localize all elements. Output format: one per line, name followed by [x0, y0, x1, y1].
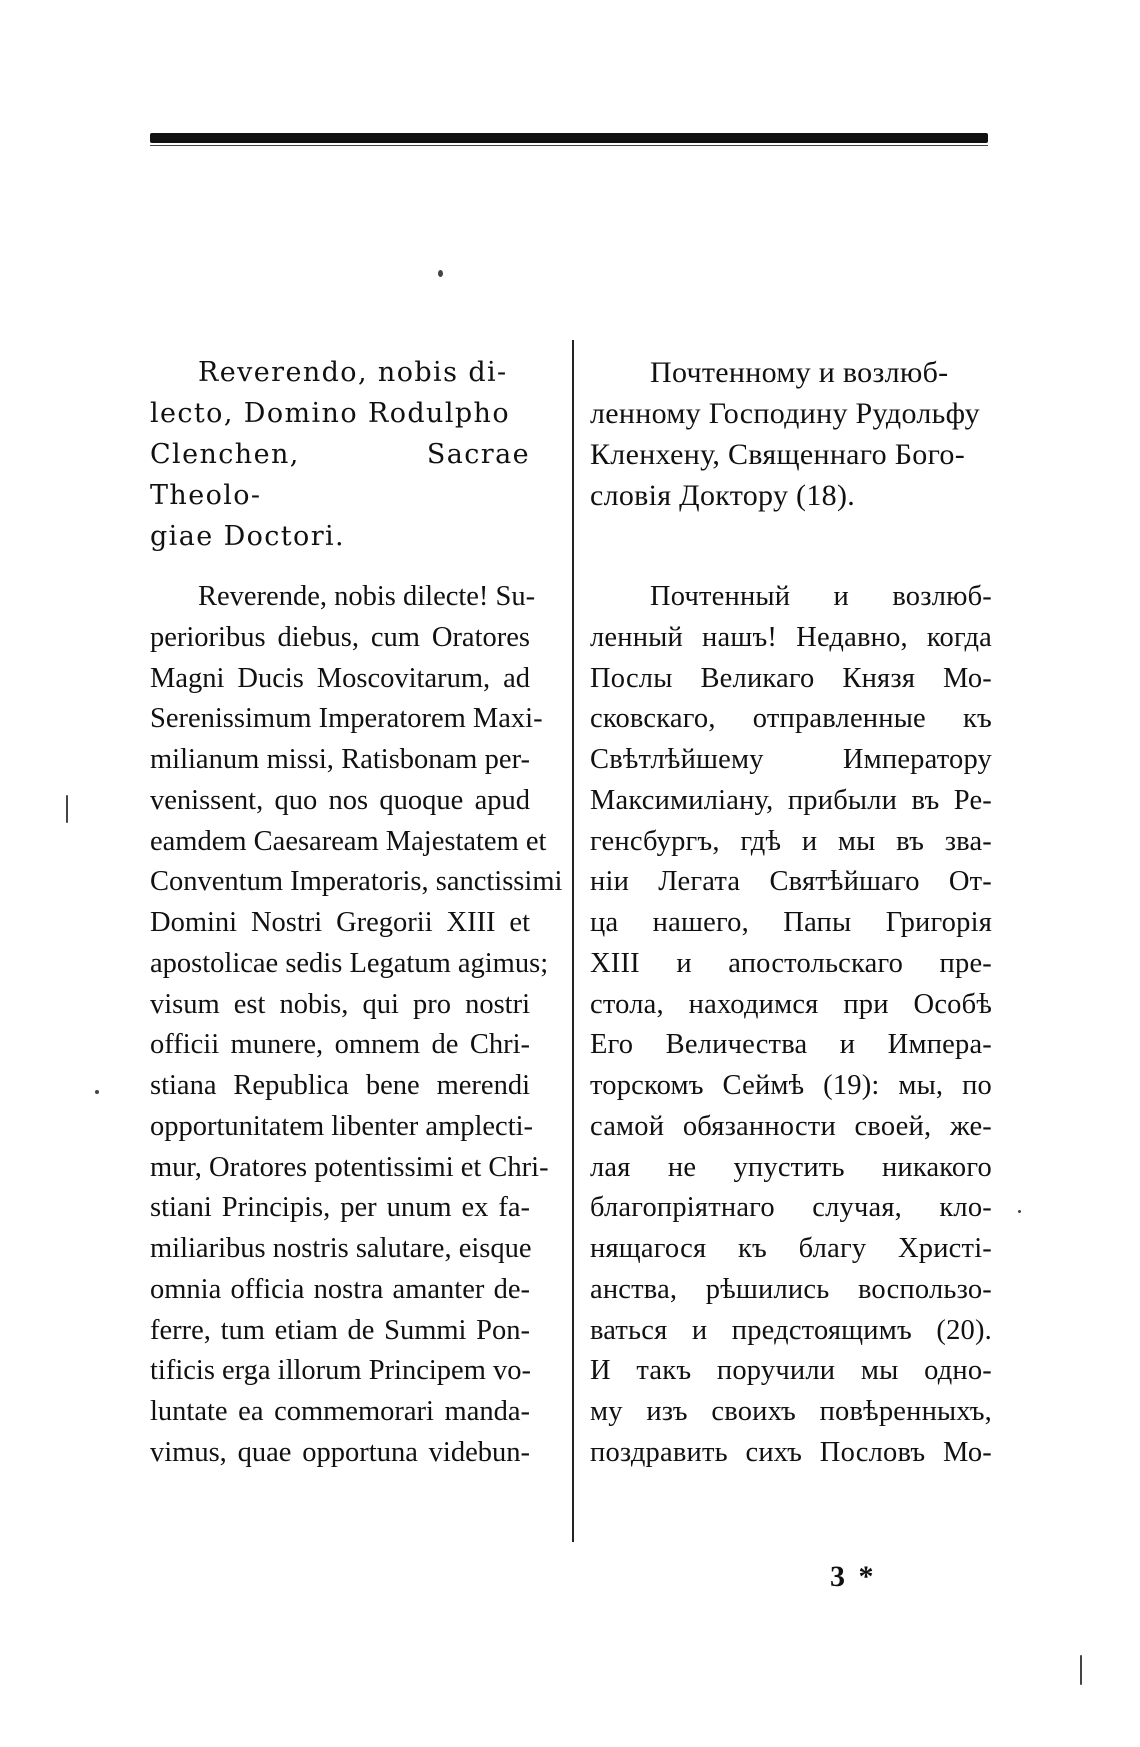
header-rule	[150, 133, 988, 143]
text-line: ленный нашъ! Недавно, когда	[590, 621, 992, 653]
text-line: лая не упустить никакого	[590, 1151, 992, 1183]
text-line: visum est nobis, qui pro nostri	[150, 988, 530, 1020]
heading-line: Clenchen, Sacrae Theolo-	[150, 439, 530, 511]
text-line: генсбургъ, гдѣ и мы въ зва-	[590, 825, 992, 857]
column-divider	[572, 340, 574, 1542]
text-line: И такъ поручили мы одно-	[590, 1355, 992, 1387]
text-line: eamdem Caesaream Majestatem et	[150, 825, 547, 857]
text-line: анства, рѣшились воспользо-	[590, 1273, 992, 1305]
text-line: Reverende, nobis dilecte! Su-	[198, 581, 536, 612]
text-line: mur, Oratores potentissimi et Chri-	[150, 1151, 549, 1183]
text-line: miliaribus nostris salutare, eisque	[150, 1233, 532, 1264]
text-line: Serenissimum Imperatorem Maxi-	[150, 703, 543, 735]
heading-line: Reverendo, nobis di-	[198, 357, 508, 388]
text-line: сковскаго, отправленные къ	[590, 703, 992, 735]
text-line: ніи Легата Святѣйшаго От-	[590, 866, 992, 898]
ink-speck	[1018, 1210, 1021, 1213]
text-line: поздравить сихъ Пословъ Мо-	[590, 1436, 992, 1468]
heading-line: Почтенному и возлюб-	[650, 356, 949, 389]
signature-mark: 3 *	[830, 1560, 877, 1593]
heading-line: giae Doctori.	[150, 521, 346, 552]
text-line: XIII и апостольскаго пре-	[590, 947, 992, 979]
text-line: ferre, tum etiam de Summi Pon-	[150, 1314, 530, 1346]
text-line: Domini Nostri Gregorii XIII et	[150, 907, 530, 938]
text-line: vimus, quae opportuna videbun-	[150, 1436, 530, 1468]
russian-heading	[590, 352, 992, 516]
text-line: officii munere, omnem de Chri-	[150, 1029, 530, 1061]
text-line: Максимиліану, прибыли въ Ре-	[590, 784, 992, 816]
text-line: Magni Ducis Moscovitarum, ad	[150, 662, 530, 694]
text-line: Свѣтлѣйшему Императору	[590, 744, 992, 775]
latin-column	[150, 352, 563, 1468]
ink-speck	[66, 795, 68, 823]
text-line: торскомъ Сеймѣ (19): мы, по	[590, 1070, 992, 1101]
russian-column	[590, 352, 992, 1468]
text-line: Почтенный и возлюб-	[650, 581, 992, 612]
text-line: omnia officia nostra amanter de-	[150, 1273, 530, 1305]
text-line: tificis erga illorum Principem vo-	[150, 1355, 531, 1387]
text-line: Conventum Imperatoris, sanctissimi	[150, 866, 563, 898]
ink-speck	[1080, 1655, 1082, 1685]
text-line: stiani Principis, per unum ex fa-	[150, 1192, 530, 1224]
text-line: му изъ своихъ повѣренныхъ,	[590, 1396, 992, 1427]
heading-line: словія Доктору (18).	[590, 479, 856, 512]
ink-speck	[438, 270, 443, 277]
text-line: stiana Republica bene merendi	[150, 1070, 530, 1101]
text-line: ца нашего, Папы Григорія	[590, 907, 992, 938]
text-line: Послы Великаго Князя Мо-	[590, 662, 992, 694]
text-line: Его Величества и Импера-	[590, 1029, 992, 1061]
latin-body	[150, 577, 563, 1474]
text-line: нящагося къ благу Христі-	[590, 1233, 992, 1264]
text-line: perioribus diebus, cum Oratores	[150, 621, 530, 653]
heading-line: Кленхену, Священнаго Бого-	[590, 438, 966, 471]
text-line: opportunitatem libenter amplecti-	[150, 1110, 534, 1142]
russian-body	[590, 577, 992, 1474]
text-line: apostolicae sedis Legatum agimus;	[150, 947, 549, 979]
text-line: milianum missi, Ratisbonam per-	[150, 744, 530, 775]
heading-line: lecto, Domino Rodulpho	[150, 398, 510, 429]
ink-speck	[95, 1090, 99, 1094]
text-line: самой обязанности своей, же-	[590, 1110, 992, 1142]
text-line: venissent, quo nos quoque apud	[150, 784, 530, 816]
text-line: ваться и предстоящимъ (20).	[590, 1314, 992, 1346]
latin-heading	[150, 352, 530, 557]
text-line: luntate ea commemorari manda-	[150, 1396, 530, 1427]
heading-line: ленному Господину Рудольфу	[590, 397, 980, 430]
text-line: благопріятнаго случая, кло-	[590, 1192, 992, 1224]
text-line: стола, находимся при Особѣ	[590, 988, 992, 1020]
